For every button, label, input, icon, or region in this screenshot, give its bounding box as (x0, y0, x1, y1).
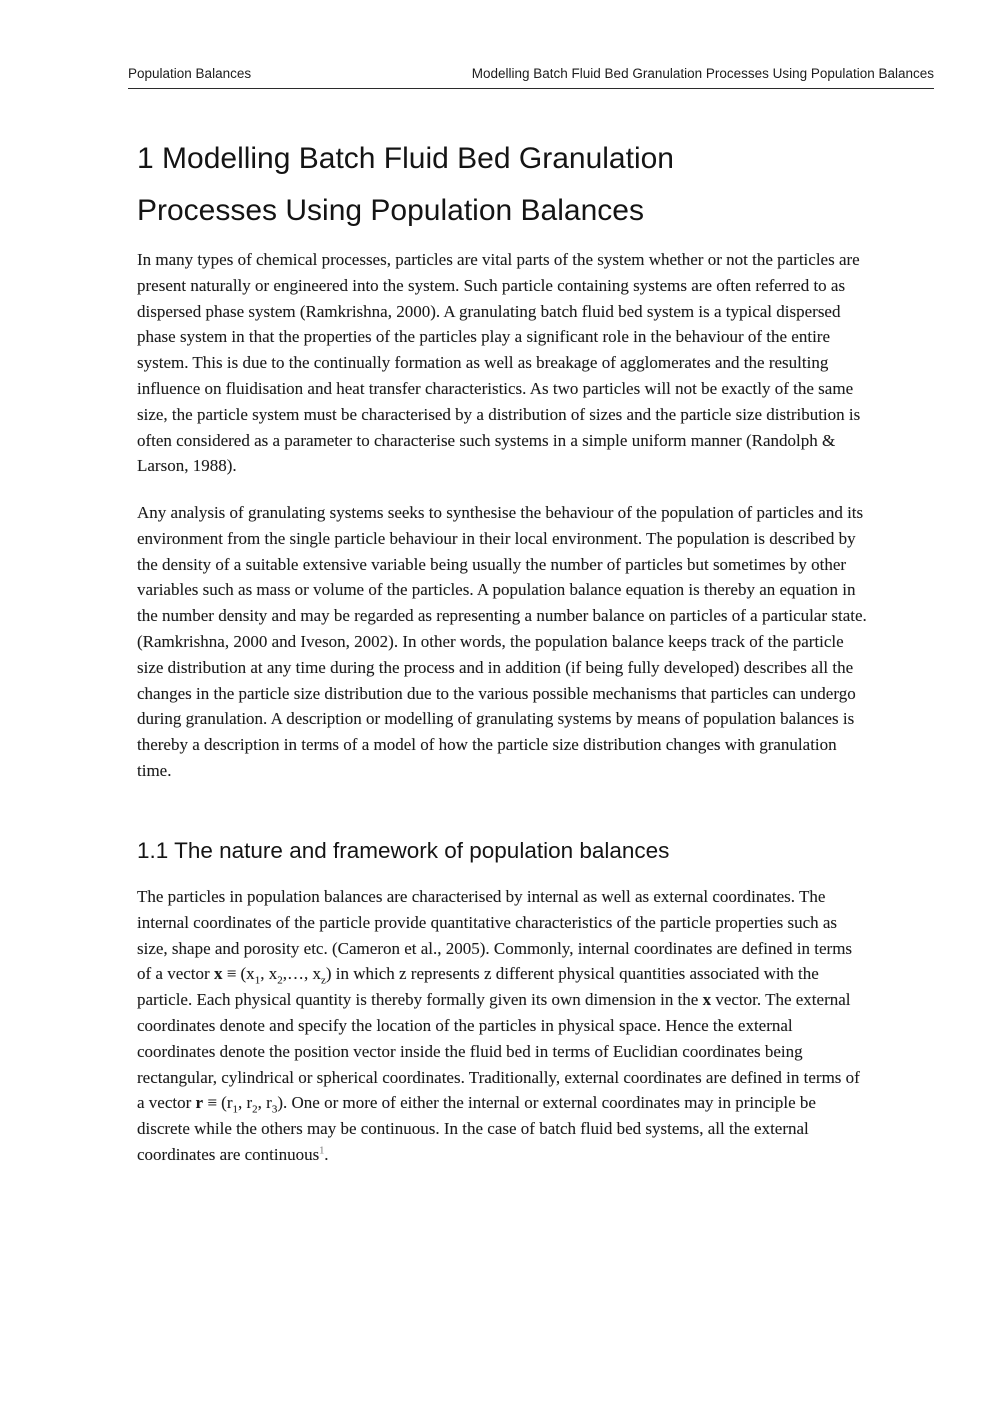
header-left-title: Population Balances (128, 66, 252, 81)
paragraph-chemical-processes: In many types of chemical processes, particles are vital parts of the system whether or not the particles are present naturally or engineered into the system. Such particle containing systems are often referred to as dispersed phase system (Ramkrishna, 2000). A granulating batch fluid bed system is a typical dispersed phase system in that the properties of the particles play a significant role in the behaviour of the entire system. This is due to the continually formation as well as breakage of agglomerates and the resulting influence on fluidisation and heat transfer characteristics. As two particles will not be exactly of the same size, the particle system must be characterised by a distribution of sizes and the particle size distribution is often considered as a parameter to characterise such systems in a simple uniform manner (Randolph & Larson, 1988). (137, 250, 861, 476)
chapter-title-line2: Processes Using Population Balances (137, 194, 644, 227)
header-right-title: Modelling Batch Fluid Bed Granulation Processes Using Population Balances (471, 66, 934, 81)
chapter-title-line1: 1 Modelling Batch Fluid Bed Granulation (137, 142, 674, 175)
paragraph-granulating-analysis: Any analysis of granulating systems seeks to synthesise the behaviour of the population of particles and its environment from the single particle behaviour in their local environment. The population is described by the density of a suitable extensive variable being usually the number of particles but sometimes by other variables such as mass or volume of the particles. A population balance equation is thereby an equation in the number density and may be regarded as representing a number balance on particles of a particular state. (Ramkrishna, 2000 and Iveson, 2002). In other words, the population balance keeps track of the particle size distribution at any time during the process and in addition (if being fully developed) describes all the changes in the particle size distribution due to the various possible mechanisms that particles can undergo during granulation. A description or modelling of granulating systems by means of population balances is thereby a description in terms of a model of how the particle size distribution changes with granulation time. (137, 503, 867, 780)
running-header (128, 66, 934, 89)
chapter-title (137, 133, 887, 237)
section-heading-1-1: 1.1 The nature and framework of population balances (137, 838, 670, 863)
paragraph-coordinates: The particles in population balances are characterised by internal as well as external coordinates. The internal coordinates of the particle provide quantitative characteristics of the particle properties such as size, shape and porosity etc. (Cameron et al., 2005). Commonly, internal coordinates are defined in terms of a vector $x \equiv (x_1$, $x_2,\dots$, $x_z$) in which z represents z different physical quantities associated with the particle. Each physical quantity is thereby formally given its own dimension in the x vector. The external coordinates denote and specify the location of the particles in physical space. Hence the external coordinates denote the position vector inside the fluid bed in terms of Euclidian coordinates being rectangular, cylindrical or spherical coordinates. Traditionally, external coordinates are defined in terms of a vector $r \equiv (r_1$, $r_2$, $r_3$). One or more of either the internal or external coordinates may in principle be discrete while the others may be continuous. In the case of batch fluid bed systems, all the external coordinates are continuous$^1$. (137, 887, 860, 1164)
